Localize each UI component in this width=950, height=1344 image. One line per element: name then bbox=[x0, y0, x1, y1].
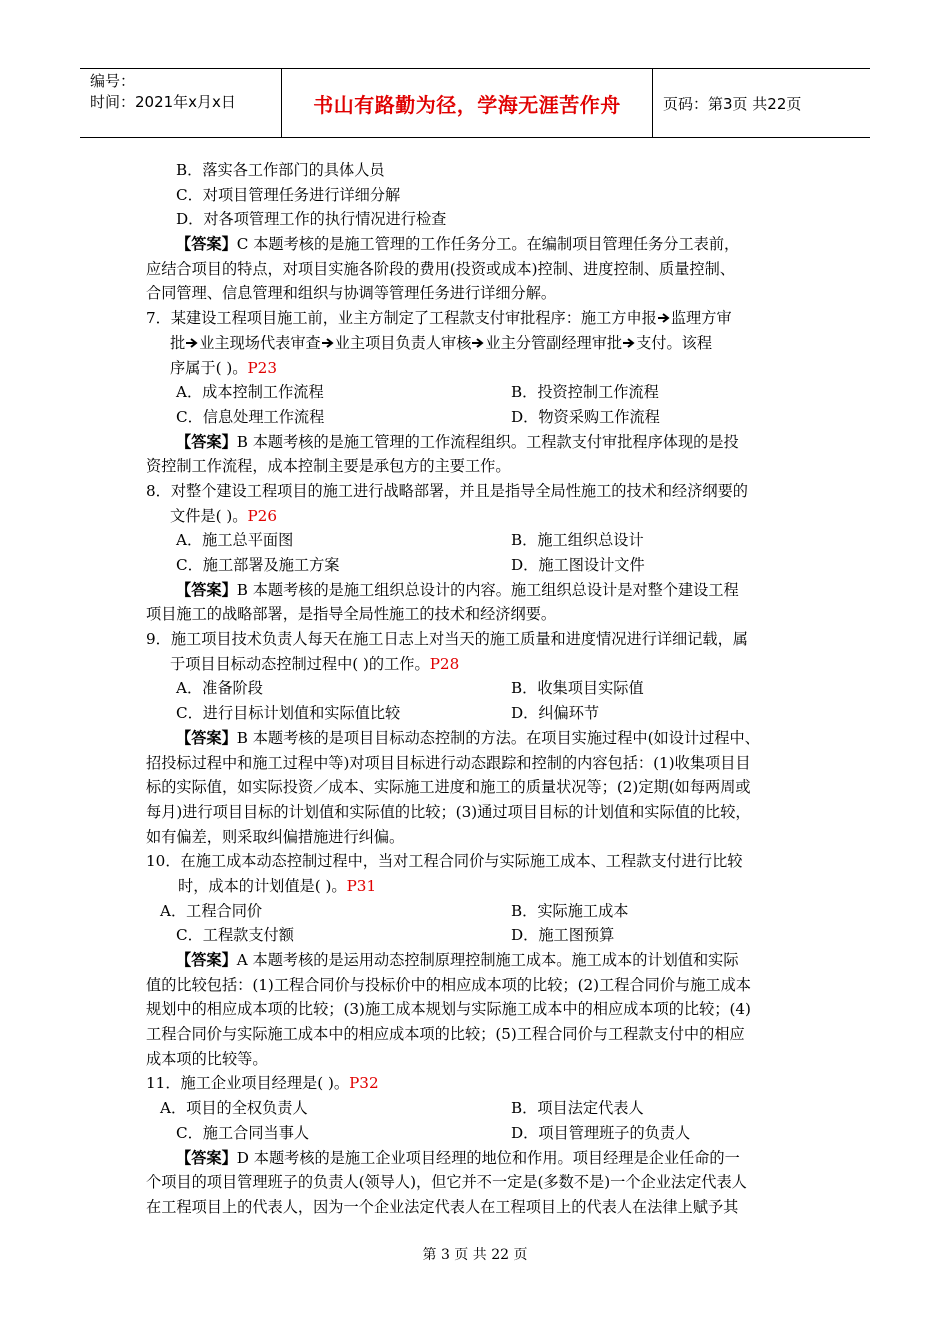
answer-tag: 【答案】 bbox=[176, 951, 237, 969]
q9-options: C．进行目标计划值和实际值比较 D．纠偏环节 bbox=[176, 704, 600, 723]
q10-answer-line: 规划中的相应成本项的比较；(3)施工成本规划与实际施工成本中的相应成本项的比较；(4) bbox=[146, 1000, 751, 1019]
q9-options: A．准备阶段 B．收集项目实际值 bbox=[176, 679, 644, 698]
arrow-right-icon bbox=[471, 336, 485, 350]
page-reference: P23 bbox=[247, 358, 277, 377]
q9-answer-line: 如有偏差，则采取纠偏措施进行纠偏。 bbox=[146, 827, 405, 846]
q11-stem: 11．施工企业项目经理是( )。P32 bbox=[146, 1074, 379, 1093]
q10-options: A．工程合同价 B．实际施工成本 bbox=[160, 901, 629, 920]
doc-date-label: 时间：2021年x月x日 bbox=[90, 93, 236, 111]
q11-options: C．施工合同当事人 D．项目管理班子的负责人 bbox=[176, 1123, 691, 1142]
header-page-number: 页码：第3页 共22页 bbox=[663, 94, 802, 113]
q6-option-b: B．落实各工作部门的具体人员 bbox=[176, 161, 385, 179]
page-reference: P31 bbox=[346, 876, 377, 895]
q9-answer-line: 每月)进行项目目标的计划值和实际值的比较；(3)通过项目目标的计划值和实际值的比较， bbox=[146, 802, 751, 821]
q8-stem: 8．对整个建设工程项目的施工进行战略部署，并且是指导全局性施工的技术和经济纲要的 bbox=[146, 481, 748, 500]
q10-stem: 时，成本的计划值是( )。P31 bbox=[178, 876, 377, 895]
q10-options: C．工程款支付额 D．施工图预算 bbox=[176, 926, 615, 945]
answer-tag: 【答案】 bbox=[176, 432, 237, 451]
q9-answer-line: 招投标过程中和施工过程中等)对项目目标进行动态跟踪和控制的内容包括：(1)收集项目目 bbox=[146, 753, 751, 772]
q7-options: A．成本控制工作流程 B．投资控制工作流程 bbox=[176, 383, 659, 402]
q6-answer-line: 应结合项目的特点，对项目实施各阶段的费用(投资或成本)控制、进度控制、质量控制、 bbox=[146, 259, 735, 278]
page-footer: 第 3 页 共 22 页 bbox=[422, 1247, 528, 1263]
q8-options: C．施工部署及施工方案 D．施工图设计文件 bbox=[176, 556, 645, 574]
q7-stem: 7．某建设工程项目施工前，业主方制定了工程款支付审批程序：施工方申报 监理方审 bbox=[146, 309, 732, 328]
q11-answer-line: 【答案】D 本题考核的是施工企业项目经理的地位和作用。项目经理是企业任命的一 bbox=[176, 1148, 740, 1167]
document-body bbox=[146, 158, 816, 1220]
page-reference: P26 bbox=[247, 506, 277, 525]
q8-stem: 文件是( )。P26 bbox=[170, 506, 277, 525]
q7-stem: 批 业主现场代表审查 业主项目负责人审核 业主分管副经理审批 支付。该程 bbox=[170, 333, 712, 352]
q11-answer-line: 在工程项目上的代表人，因为一个企业法定代表人在工程项目上的代表人在法律上赋予其 bbox=[146, 1197, 739, 1216]
answer-tag: 【答案】 bbox=[176, 1148, 237, 1167]
q11-options: A．项目的全权负责人 B．项目法定代表人 bbox=[160, 1099, 644, 1118]
q7-stem: 序属于( )。P23 bbox=[170, 358, 277, 377]
q6-answer-line: 合同管理、信息管理和组织与协调等管理任务进行详细分解。 bbox=[146, 284, 557, 303]
q9-stem: 9．施工项目技术负责人每天在施工日志上对当天的施工质量和进度情况进行详细记载，属 bbox=[146, 630, 748, 649]
page-reference: P28 bbox=[429, 654, 460, 673]
q6-option-d: D．对各项管理工作的执行情况进行检查 bbox=[176, 210, 447, 229]
q10-answer-line: 值的比较包括：(1)工程合同价与投标价中的相应成本项的比较；(2)工程合同价与施工成本 bbox=[146, 975, 751, 994]
header-meta bbox=[80, 69, 282, 137]
arrow-right-icon bbox=[185, 336, 199, 350]
q10-stem: 10．在施工成本动态控制过程中，当对工程合同价与实际施工成本、工程款支付进行比较 bbox=[146, 852, 743, 871]
q9-answer-line: 【答案】B 本题考核的是项目目标动态控制的方法。在项目实施过程中(如设计过程中、 bbox=[176, 728, 760, 747]
answer-tag: 【答案】 bbox=[176, 235, 237, 254]
q10-answer-line: 【答案】A 本题考核的是运用动态控制原理控制施工成本。施工成本的计划值和实际 bbox=[176, 951, 739, 969]
answer-tag: 【答案】 bbox=[176, 728, 237, 747]
q6-option-c: C．对项目管理任务进行详细分解 bbox=[176, 185, 401, 204]
doc-number-label: 编号： bbox=[90, 72, 136, 90]
q8-answer-line: 【答案】B 本题考核的是施工组织总设计的内容。施工组织总设计是对整个建设工程 bbox=[176, 580, 739, 599]
answer-tag: 【答案】 bbox=[176, 580, 237, 599]
q8-answer-line: 项目施工的战略部署，是指导全局性施工的技术和经济纲要。 bbox=[146, 605, 557, 624]
q8-options: A．施工总平面图 B．施工组织总设计 bbox=[176, 531, 644, 550]
arrow-right-icon bbox=[622, 336, 636, 350]
header-motto: 书山有路勤为径，学海无涯苦作舟 bbox=[282, 69, 653, 137]
page-reference: P32 bbox=[349, 1074, 379, 1093]
page-header bbox=[80, 68, 870, 138]
arrow-right-icon bbox=[321, 336, 335, 350]
q7-answer-line: 资控制工作流程，成本控制主要是承包方的主要工作。 bbox=[146, 457, 511, 476]
q6-answer-line: 【答案】C 本题考核的是施工管理的工作任务分工。在编制项目管理任务分工表前， bbox=[176, 235, 740, 254]
q7-answer-line: 【答案】B 本题考核的是施工管理的工作流程组织。工程款支付审批程序体现的是投 bbox=[176, 432, 739, 451]
q11-answer-line: 个项目的项目管理班子的负责人(领导人)，但它并不一定是(多数不是)一个企业法定代表人 bbox=[146, 1173, 747, 1192]
q7-options: C．信息处理工作流程 D．物资采购工作流程 bbox=[176, 407, 660, 426]
q9-stem: 于项目目标动态控制过程中( )的工作。P28 bbox=[170, 654, 460, 673]
arrow-right-icon bbox=[657, 311, 671, 325]
q10-answer-line: 成本项的比较等。 bbox=[146, 1049, 268, 1068]
q10-answer-line: 工程合同价与实际施工成本中的相应成本项的比较；(5)工程合同价与工程款支付中的相应 bbox=[146, 1025, 745, 1044]
q9-answer-line: 标的实际值，如实际投资／成本、实际施工进度和施工的质量状况等；(2)定期(如每两周或 bbox=[146, 778, 751, 797]
